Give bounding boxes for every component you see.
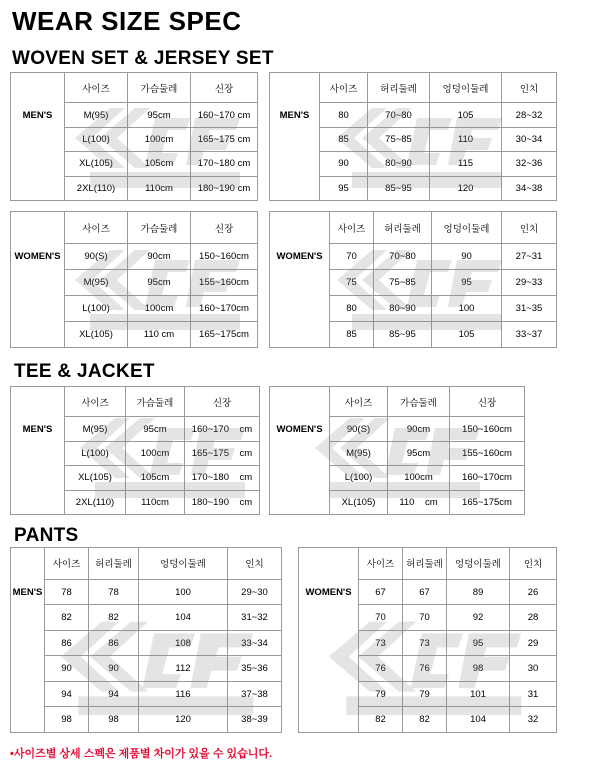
- header-row: [11, 387, 260, 417]
- table-cell: 165~175 cm: [185, 441, 260, 465]
- group-cell: [270, 296, 330, 322]
- table-cell: 160~170cm: [191, 296, 258, 322]
- column-header: 가슴둘레: [126, 387, 185, 417]
- table-cell: 75~85: [368, 127, 430, 151]
- group-label: WOMEN'S: [270, 417, 330, 441]
- table-cell: 94: [45, 681, 89, 707]
- woven-women-bottom-table: [269, 211, 557, 348]
- group-cell: [11, 387, 65, 417]
- table-cell: 105: [430, 103, 502, 127]
- page-title: WEAR SIZE SPEC: [12, 6, 242, 36]
- table-cell: 89: [447, 579, 510, 605]
- table-cell: 73: [403, 630, 447, 656]
- table-cell: 76: [359, 656, 403, 682]
- table-cell: 26: [510, 579, 557, 605]
- group-cell: [11, 707, 45, 733]
- table-cell: 120: [430, 176, 502, 200]
- header-row: [270, 73, 557, 103]
- table-cell: 90: [320, 152, 368, 176]
- table-cell: 90(S): [65, 244, 128, 270]
- table-cell: 110 cm: [128, 322, 191, 348]
- group-cell: [11, 322, 65, 348]
- table-cell: 150~160cm: [450, 417, 525, 441]
- table-cell: M(95): [330, 441, 388, 465]
- group-label: WOMEN'S: [299, 579, 359, 605]
- table-cell: 80~90: [374, 296, 432, 322]
- column-header: 허리둘레: [403, 548, 447, 580]
- column-header: 사이즈: [330, 387, 388, 417]
- table-cell: 31~35: [502, 296, 557, 322]
- column-header: 엉덩이둘레: [432, 212, 502, 244]
- table-cell: 78: [89, 579, 139, 605]
- table-cell: 31: [510, 681, 557, 707]
- table-cell: 100cm: [126, 441, 185, 465]
- tee-men-table: [10, 386, 260, 515]
- table-cell: 90cm: [128, 244, 191, 270]
- table-cell: 70~80: [368, 103, 430, 127]
- table-cell: 31~32: [228, 605, 282, 631]
- table-cell: 33~37: [502, 322, 557, 348]
- table-row: [299, 707, 557, 733]
- table-cell: 28: [510, 605, 557, 631]
- table-cell: 79: [359, 681, 403, 707]
- table-row: [11, 417, 260, 441]
- table-cell: 105: [432, 322, 502, 348]
- table-cell: 170~180 cm: [185, 466, 260, 490]
- table-row: [270, 127, 557, 151]
- table-cell: 85: [330, 322, 374, 348]
- table-cell: 100cm: [128, 127, 191, 151]
- table-row: [11, 244, 258, 270]
- table-row: [11, 103, 258, 127]
- column-header: 가슴둘레: [128, 212, 191, 244]
- group-cell: [270, 176, 320, 200]
- table-cell: 104: [447, 707, 510, 733]
- table-cell: 80: [330, 296, 374, 322]
- table-cell: 78: [45, 579, 89, 605]
- group-cell: [299, 656, 359, 682]
- table-cell: M(95): [65, 103, 128, 127]
- column-header: 허리둘레: [374, 212, 432, 244]
- table-cell: 34~38: [502, 176, 557, 200]
- table-row: [11, 127, 258, 151]
- group-label: MEN'S: [11, 417, 65, 441]
- column-header: 사이즈: [65, 212, 128, 244]
- table-cell: 73: [359, 630, 403, 656]
- group-cell: [11, 441, 65, 465]
- table-cell: 30~34: [502, 127, 557, 151]
- table-cell: M(95): [65, 417, 126, 441]
- group-cell: [270, 127, 320, 151]
- table-cell: 116: [139, 681, 228, 707]
- table-cell: 95cm: [128, 103, 191, 127]
- group-cell: [270, 441, 330, 465]
- table-row: [299, 605, 557, 631]
- table-cell: 110cm: [128, 176, 191, 200]
- group-cell: [299, 681, 359, 707]
- group-cell: [270, 152, 320, 176]
- table-row: [11, 707, 282, 733]
- table-cell: 98: [45, 707, 89, 733]
- table-cell: 75: [330, 270, 374, 296]
- table-cell: 86: [89, 630, 139, 656]
- table-cell: 79: [403, 681, 447, 707]
- table-cell: 95: [320, 176, 368, 200]
- group-cell: [11, 127, 65, 151]
- group-cell: [11, 490, 65, 514]
- group-cell: [11, 656, 45, 682]
- group-label: MEN'S: [11, 579, 45, 605]
- table-row: [270, 176, 557, 200]
- section-title-woven: WOVEN SET & JERSEY SET: [12, 48, 274, 69]
- table-row: [11, 322, 258, 348]
- table-cell: 95cm: [126, 417, 185, 441]
- table-row: [299, 681, 557, 707]
- group-cell: [270, 212, 330, 244]
- table-row: [11, 176, 258, 200]
- table-cell: 29~30: [228, 579, 282, 605]
- table-cell: 70: [403, 605, 447, 631]
- group-label: MEN'S: [270, 103, 320, 127]
- table-cell: 35~36: [228, 656, 282, 682]
- group-cell: [11, 296, 65, 322]
- table-cell: 85~95: [374, 322, 432, 348]
- table-cell: 95cm: [128, 270, 191, 296]
- column-header: 사이즈: [320, 73, 368, 103]
- header-row: [270, 387, 525, 417]
- table-cell: 98: [89, 707, 139, 733]
- header-row: [11, 212, 258, 244]
- column-header: 인치: [510, 548, 557, 580]
- column-header: 사이즈: [45, 548, 89, 580]
- table-cell: 82: [45, 605, 89, 631]
- woven-men-top-table: [10, 72, 258, 201]
- table-cell: 29~33: [502, 270, 557, 296]
- table-row: [299, 579, 557, 605]
- table-cell: 160~170 cm: [185, 417, 260, 441]
- group-cell: [11, 630, 45, 656]
- column-header: 가슴둘레: [128, 73, 191, 103]
- column-header: 엉덩이둘레: [447, 548, 510, 580]
- header-row: [270, 212, 557, 244]
- table-cell: 70: [330, 244, 374, 270]
- table-row: [299, 656, 557, 682]
- table-cell: 2XL(110): [65, 176, 128, 200]
- table-row: [270, 244, 557, 270]
- table-cell: 110cm: [126, 490, 185, 514]
- table-cell: 170~180 cm: [191, 152, 258, 176]
- table-cell: 2XL(110): [65, 490, 126, 514]
- table-cell: 110: [430, 127, 502, 151]
- table-cell: 98: [447, 656, 510, 682]
- table-cell: 101: [447, 681, 510, 707]
- header-row: [11, 548, 282, 580]
- group-cell: [270, 270, 330, 296]
- table-cell: 112: [139, 656, 228, 682]
- table-cell: 95: [432, 270, 502, 296]
- table-cell: 110 cm: [388, 490, 450, 514]
- table-cell: 100: [139, 579, 228, 605]
- group-cell: [11, 548, 45, 580]
- group-cell: [270, 490, 330, 514]
- group-cell: [270, 73, 320, 103]
- table-cell: 165~175 cm: [191, 127, 258, 151]
- column-header: 허리둘레: [368, 73, 430, 103]
- table-cell: 100cm: [128, 296, 191, 322]
- table-cell: 67: [403, 579, 447, 605]
- table-cell: 82: [403, 707, 447, 733]
- table-cell: 155~160cm: [450, 441, 525, 465]
- table-cell: 115: [430, 152, 502, 176]
- table-cell: 104: [139, 605, 228, 631]
- table-cell: 28~32: [502, 103, 557, 127]
- column-header: 사이즈: [359, 548, 403, 580]
- table-cell: 27~31: [502, 244, 557, 270]
- table-cell: XL(105): [330, 490, 388, 514]
- column-header: 가슴둘레: [388, 387, 450, 417]
- woven-men-bottom-table: [269, 72, 557, 201]
- table-row: [11, 441, 260, 465]
- size-disclaimer-note: •사이즈별 상세 스펙은 제품별 차이가 있을 수 있습니다.: [10, 748, 273, 760]
- column-header: 신장: [191, 73, 258, 103]
- column-header: 사이즈: [65, 73, 128, 103]
- table-cell: 90cm: [388, 417, 450, 441]
- table-cell: 86: [45, 630, 89, 656]
- pants-women-table: [298, 547, 557, 733]
- table-row: [270, 296, 557, 322]
- column-header: 사이즈: [65, 387, 126, 417]
- table-cell: 30: [510, 656, 557, 682]
- group-label: WOMEN'S: [11, 244, 65, 270]
- table-cell: 105cm: [126, 466, 185, 490]
- table-cell: 92: [447, 605, 510, 631]
- table-row: [299, 630, 557, 656]
- table-cell: 180~190 cm: [185, 490, 260, 514]
- table-cell: 160~170 cm: [191, 103, 258, 127]
- woven-women-top-table: [10, 211, 258, 348]
- column-header: 사이즈: [330, 212, 374, 244]
- table-cell: 32: [510, 707, 557, 733]
- table-cell: M(95): [65, 270, 128, 296]
- section-title-pants: PANTS: [14, 525, 79, 546]
- table-row: [270, 490, 525, 514]
- table-row: [11, 270, 258, 296]
- table-cell: 75~85: [374, 270, 432, 296]
- table-cell: 70: [359, 605, 403, 631]
- group-cell: [11, 212, 65, 244]
- table-cell: 180~190 cm: [191, 176, 258, 200]
- group-cell: [299, 548, 359, 580]
- table-cell: L(100): [65, 296, 128, 322]
- table-cell: 94: [89, 681, 139, 707]
- group-cell: [11, 152, 65, 176]
- column-header: 신장: [191, 212, 258, 244]
- table-cell: 90(S): [330, 417, 388, 441]
- tee-women-table: [269, 386, 525, 515]
- table-row: [11, 579, 282, 605]
- table-cell: 120: [139, 707, 228, 733]
- table-cell: 150~160cm: [191, 244, 258, 270]
- table-cell: 82: [359, 707, 403, 733]
- pants-men-table: [10, 547, 282, 733]
- table-cell: XL(105): [65, 466, 126, 490]
- table-cell: 38~39: [228, 707, 282, 733]
- table-row: [11, 466, 260, 490]
- group-cell: [270, 387, 330, 417]
- group-cell: [299, 707, 359, 733]
- table-cell: 67: [359, 579, 403, 605]
- table-cell: 105cm: [128, 152, 191, 176]
- table-cell: 165~175cm: [450, 490, 525, 514]
- column-header: 인치: [228, 548, 282, 580]
- table-cell: L(100): [330, 466, 388, 490]
- table-cell: 37~38: [228, 681, 282, 707]
- table-row: [11, 630, 282, 656]
- section-title-tee: TEE & JACKET: [14, 361, 155, 382]
- table-cell: 90: [432, 244, 502, 270]
- table-cell: 80~90: [368, 152, 430, 176]
- table-cell: 90: [89, 656, 139, 682]
- table-row: [11, 681, 282, 707]
- table-row: [270, 322, 557, 348]
- group-cell: [11, 270, 65, 296]
- table-cell: 33~34: [228, 630, 282, 656]
- column-header: 신장: [185, 387, 260, 417]
- header-row: [11, 73, 258, 103]
- column-header: 허리둘레: [89, 548, 139, 580]
- group-cell: [11, 176, 65, 200]
- table-row: [11, 490, 260, 514]
- table-row: [270, 441, 525, 465]
- group-cell: [11, 466, 65, 490]
- table-cell: XL(105): [65, 152, 128, 176]
- group-cell: [299, 605, 359, 631]
- group-label: WOMEN'S: [270, 244, 330, 270]
- table-cell: 160~170cm: [450, 466, 525, 490]
- table-row: [11, 656, 282, 682]
- table-cell: 100: [432, 296, 502, 322]
- group-cell: [270, 322, 330, 348]
- table-row: [11, 605, 282, 631]
- table-cell: 165~175cm: [191, 322, 258, 348]
- table-row: [270, 152, 557, 176]
- table-cell: 108: [139, 630, 228, 656]
- column-header: 엉덩이둘레: [430, 73, 502, 103]
- table-row: [11, 152, 258, 176]
- table-cell: L(100): [65, 127, 128, 151]
- table-cell: 90: [45, 656, 89, 682]
- table-cell: 95: [447, 630, 510, 656]
- table-cell: 82: [89, 605, 139, 631]
- table-row: [11, 296, 258, 322]
- table-cell: L(100): [65, 441, 126, 465]
- table-cell: 85~95: [368, 176, 430, 200]
- table-cell: 29: [510, 630, 557, 656]
- table-cell: 32~36: [502, 152, 557, 176]
- group-label: MEN'S: [11, 103, 65, 127]
- group-cell: [270, 466, 330, 490]
- group-cell: [11, 605, 45, 631]
- table-cell: 155~160cm: [191, 270, 258, 296]
- table-cell: 100cm: [388, 466, 450, 490]
- group-cell: [11, 73, 65, 103]
- table-cell: 85: [320, 127, 368, 151]
- table-row: [270, 270, 557, 296]
- column-header: 신장: [450, 387, 525, 417]
- table-row: [270, 103, 557, 127]
- table-cell: 70~80: [374, 244, 432, 270]
- column-header: 엉덩이둘레: [139, 548, 228, 580]
- table-cell: 76: [403, 656, 447, 682]
- group-cell: [11, 681, 45, 707]
- column-header: 인치: [502, 73, 557, 103]
- table-cell: XL(105): [65, 322, 128, 348]
- group-cell: [299, 630, 359, 656]
- column-header: 인치: [502, 212, 557, 244]
- table-cell: 95cm: [388, 441, 450, 465]
- table-cell: 80: [320, 103, 368, 127]
- table-row: [270, 466, 525, 490]
- table-row: [270, 417, 525, 441]
- header-row: [299, 548, 557, 580]
